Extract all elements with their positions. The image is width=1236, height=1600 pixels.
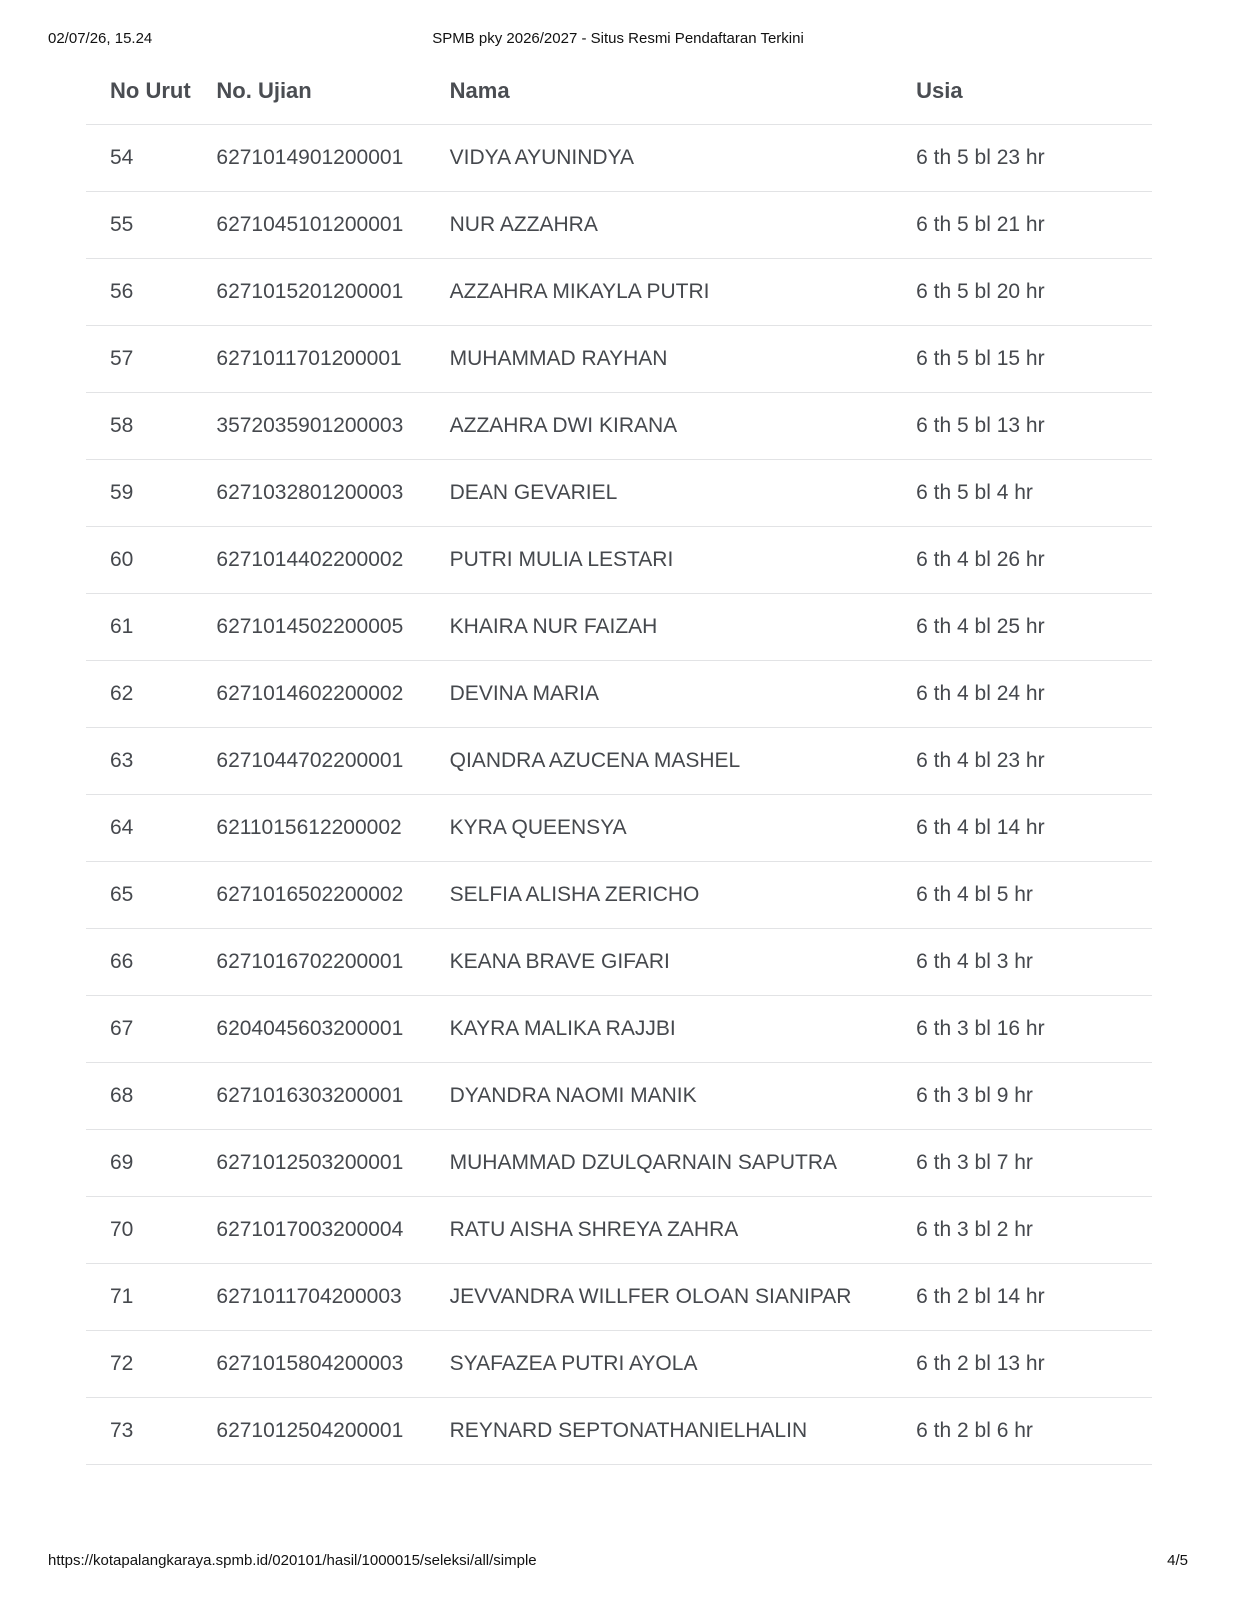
table-row (86, 862, 1152, 929)
cell-usia: 6 th 4 bl 24 hr (892, 661, 1152, 728)
cell-no-ujian: 6271015804200003 (192, 1331, 425, 1398)
cell-nama: AZZAHRA DWI KIRANA (426, 393, 893, 460)
cell-no-urut: 69 (86, 1130, 192, 1197)
table-row (86, 1063, 1152, 1130)
cell-no-ujian: 6271014901200001 (192, 125, 425, 192)
table-row (86, 594, 1152, 661)
cell-nama: RATU AISHA SHREYA ZAHRA (426, 1197, 893, 1264)
cell-usia: 6 th 3 bl 16 hr (892, 996, 1152, 1063)
cell-no-ujian: 6271045101200001 (192, 192, 425, 259)
cell-no-ujian: 6271016303200001 (192, 1063, 425, 1130)
cell-usia: 6 th 4 bl 14 hr (892, 795, 1152, 862)
cell-no-urut: 58 (86, 393, 192, 460)
cell-no-ujian: 6271015201200001 (192, 259, 425, 326)
cell-usia: 6 th 4 bl 26 hr (892, 527, 1152, 594)
cell-no-ujian: 6204045603200001 (192, 996, 425, 1063)
cell-usia: 6 th 5 bl 23 hr (892, 125, 1152, 192)
table-row (86, 728, 1152, 795)
cell-nama: AZZAHRA MIKAYLA PUTRI (426, 259, 893, 326)
cell-no-ujian: 6271032801200003 (192, 460, 425, 527)
cell-no-ujian: 6271044702200001 (192, 728, 425, 795)
table-row (86, 1331, 1152, 1398)
cell-no-ujian: 6271012504200001 (192, 1398, 425, 1465)
cell-usia: 6 th 3 bl 7 hr (892, 1130, 1152, 1197)
cell-no-urut: 65 (86, 862, 192, 929)
cell-nama: QIANDRA AZUCENA MASHEL (426, 728, 893, 795)
cell-usia: 6 th 5 bl 4 hr (892, 460, 1152, 527)
cell-no-urut: 70 (86, 1197, 192, 1264)
cell-nama: REYNARD SEPTONATHANIELHALIN (426, 1398, 893, 1465)
cell-usia: 6 th 4 bl 25 hr (892, 594, 1152, 661)
page-number: 4/5 (1167, 1552, 1188, 1569)
column-header-usia: Usia (892, 58, 1152, 125)
table-row (86, 795, 1152, 862)
table-row (86, 1130, 1152, 1197)
table-header-row (86, 58, 1152, 125)
cell-nama: DEVINA MARIA (426, 661, 893, 728)
cell-no-urut: 64 (86, 795, 192, 862)
column-header-no-ujian: No. Ujian (192, 58, 425, 125)
cell-no-ujian: 6271017003200004 (192, 1197, 425, 1264)
cell-no-ujian: 6271011704200003 (192, 1264, 425, 1331)
table-row (86, 1264, 1152, 1331)
cell-nama: DEAN GEVARIEL (426, 460, 893, 527)
cell-no-ujian: 6271011701200001 (192, 326, 425, 393)
cell-no-urut: 73 (86, 1398, 192, 1465)
cell-nama: PUTRI MULIA LESTARI (426, 527, 893, 594)
cell-no-urut: 57 (86, 326, 192, 393)
cell-nama: MUHAMMAD DZULQARNAIN SAPUTRA (426, 1130, 893, 1197)
cell-no-urut: 54 (86, 125, 192, 192)
cell-no-ujian: 6211015612200002 (192, 795, 425, 862)
table-row (86, 393, 1152, 460)
cell-usia: 6 th 5 bl 20 hr (892, 259, 1152, 326)
page-url: https://kotapalangkaraya.spmb.id/020101/hasil/1000015/seleksi/all/simple (48, 1552, 537, 1569)
column-header-no-urut: No Urut (86, 58, 192, 125)
table-row (86, 929, 1152, 996)
cell-usia: 6 th 4 bl 5 hr (892, 862, 1152, 929)
cell-nama: JEVVANDRA WILLFER OLOAN SIANIPAR (426, 1264, 893, 1331)
cell-no-ujian: 6271016502200002 (192, 862, 425, 929)
cell-nama: NUR AZZAHRA (426, 192, 893, 259)
cell-usia: 6 th 2 bl 6 hr (892, 1398, 1152, 1465)
table-row (86, 460, 1152, 527)
table-row (86, 1197, 1152, 1264)
cell-usia: 6 th 3 bl 2 hr (892, 1197, 1152, 1264)
print-datetime: 02/07/26, 15.24 (48, 30, 153, 47)
cell-usia: 6 th 4 bl 23 hr (892, 728, 1152, 795)
cell-nama: DYANDRA NAOMI MANIK (426, 1063, 893, 1130)
cell-nama: KEANA BRAVE GIFARI (426, 929, 893, 996)
cell-usia: 6 th 5 bl 13 hr (892, 393, 1152, 460)
print-header (48, 30, 1188, 50)
cell-no-ujian: 3572035901200003 (192, 393, 425, 460)
cell-no-ujian: 6271014502200005 (192, 594, 425, 661)
cell-no-ujian: 6271014402200002 (192, 527, 425, 594)
print-footer (48, 1552, 1188, 1572)
cell-no-urut: 66 (86, 929, 192, 996)
cell-no-ujian: 6271012503200001 (192, 1130, 425, 1197)
cell-usia: 6 th 4 bl 3 hr (892, 929, 1152, 996)
page-title: SPMB pky 2026/2027 - Situs Resmi Pendaftaran Terkini (432, 30, 804, 47)
cell-no-urut: 61 (86, 594, 192, 661)
table-row (86, 661, 1152, 728)
cell-usia: 6 th 3 bl 9 hr (892, 1063, 1152, 1130)
cell-no-urut: 63 (86, 728, 192, 795)
table-row (86, 125, 1152, 192)
cell-nama: MUHAMMAD RAYHAN (426, 326, 893, 393)
cell-no-urut: 55 (86, 192, 192, 259)
cell-nama: KAYRA MALIKA RAJJBI (426, 996, 893, 1063)
table-row (86, 259, 1152, 326)
cell-no-urut: 62 (86, 661, 192, 728)
selection-results-table (86, 58, 1152, 1465)
column-header-nama: Nama (426, 58, 893, 125)
table-row (86, 527, 1152, 594)
cell-no-ujian: 6271014602200002 (192, 661, 425, 728)
table-body (86, 125, 1152, 1465)
cell-no-urut: 67 (86, 996, 192, 1063)
cell-usia: 6 th 5 bl 15 hr (892, 326, 1152, 393)
cell-nama: VIDYA AYUNINDYA (426, 125, 893, 192)
table-row (86, 1398, 1152, 1465)
cell-no-urut: 60 (86, 527, 192, 594)
cell-nama: KYRA QUEENSYA (426, 795, 893, 862)
cell-nama: KHAIRA NUR FAIZAH (426, 594, 893, 661)
cell-no-urut: 56 (86, 259, 192, 326)
cell-no-urut: 71 (86, 1264, 192, 1331)
table-row (86, 996, 1152, 1063)
cell-usia: 6 th 2 bl 13 hr (892, 1331, 1152, 1398)
table-row (86, 326, 1152, 393)
cell-no-urut: 72 (86, 1331, 192, 1398)
table-row (86, 192, 1152, 259)
cell-usia: 6 th 2 bl 14 hr (892, 1264, 1152, 1331)
cell-no-urut: 59 (86, 460, 192, 527)
cell-no-urut: 68 (86, 1063, 192, 1130)
cell-no-ujian: 6271016702200001 (192, 929, 425, 996)
cell-nama: SELFIA ALISHA ZERICHO (426, 862, 893, 929)
cell-usia: 6 th 5 bl 21 hr (892, 192, 1152, 259)
cell-nama: SYAFAZEA PUTRI AYOLA (426, 1331, 893, 1398)
